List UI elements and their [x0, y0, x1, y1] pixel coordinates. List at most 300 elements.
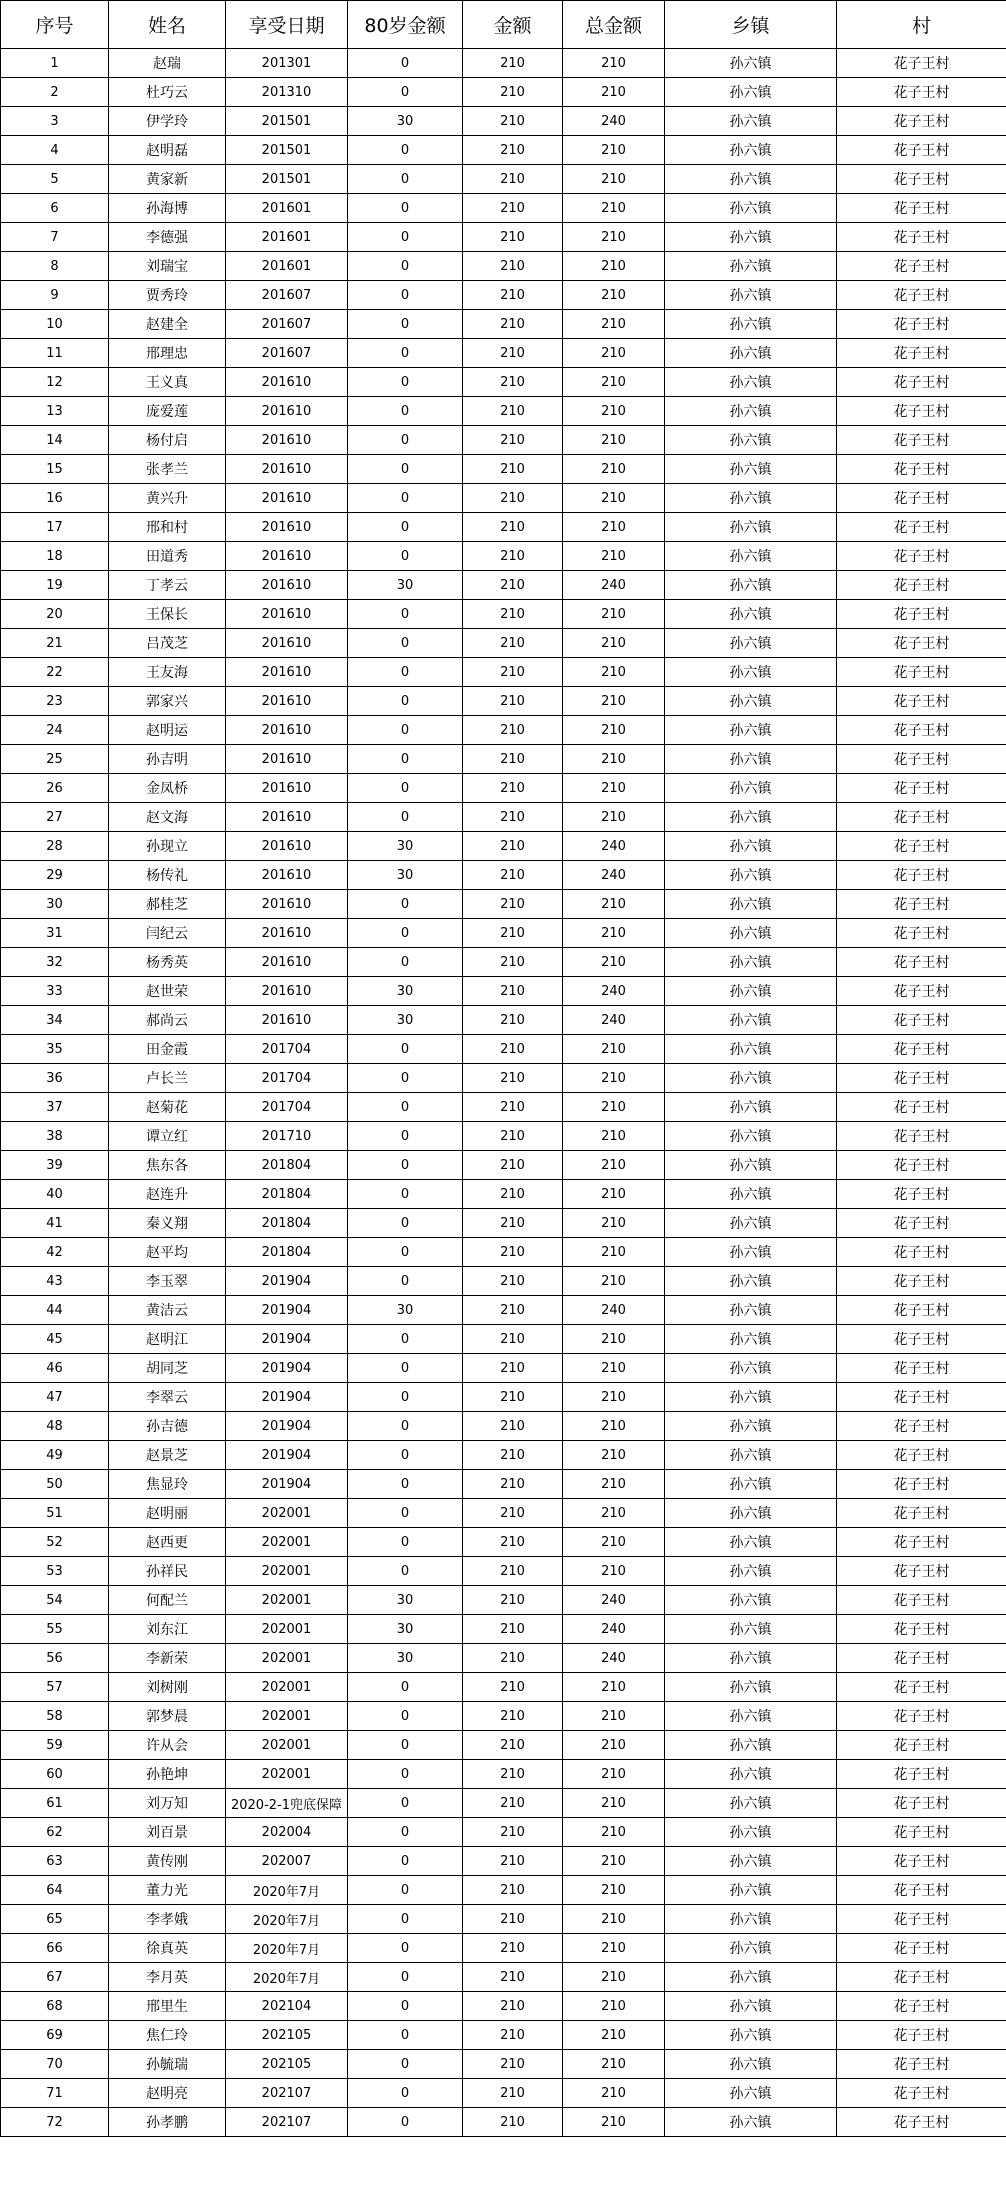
- cell-start-date: 201610: [226, 629, 348, 658]
- cell-age80-amount: 0: [348, 1731, 463, 1760]
- cell-name: 王友海: [109, 658, 226, 687]
- cell-amount: 210: [463, 513, 563, 542]
- cell-amount: 210: [463, 1528, 563, 1557]
- cell-index: 15: [1, 455, 109, 484]
- cell-village: 花子王村: [837, 571, 1006, 600]
- cell-total-amount: 210: [563, 2050, 665, 2079]
- cell-township: 孙六镇: [665, 571, 837, 600]
- table-row: [1, 455, 1006, 484]
- cell-start-date: 202107: [226, 2079, 348, 2108]
- cell-start-date: 201610: [226, 861, 348, 890]
- cell-village: 花子王村: [837, 426, 1006, 455]
- cell-amount: 210: [463, 890, 563, 919]
- cell-index: 7: [1, 223, 109, 252]
- cell-age80-amount: 30: [348, 1644, 463, 1673]
- cell-total-amount: 210: [563, 1441, 665, 1470]
- cell-name: 黄兴升: [109, 484, 226, 513]
- cell-start-date: 201610: [226, 658, 348, 687]
- cell-name: 吕茂芝: [109, 629, 226, 658]
- cell-age80-amount: 0: [348, 542, 463, 571]
- cell-village: 花子王村: [837, 1093, 1006, 1122]
- table-row: [1, 1557, 1006, 1586]
- cell-index: 65: [1, 1905, 109, 1934]
- cell-village: 花子王村: [837, 310, 1006, 339]
- table-row: [1, 1847, 1006, 1876]
- cell-village: 花子王村: [837, 1238, 1006, 1267]
- cell-name: 孙现立: [109, 832, 226, 861]
- cell-start-date: 201501: [226, 136, 348, 165]
- cell-village: 花子王村: [837, 629, 1006, 658]
- cell-township: 孙六镇: [665, 1035, 837, 1064]
- cell-township: 孙六镇: [665, 484, 837, 513]
- cell-amount: 210: [463, 600, 563, 629]
- cell-total-amount: 240: [563, 832, 665, 861]
- cell-amount: 210: [463, 1586, 563, 1615]
- cell-age80-amount: 0: [348, 339, 463, 368]
- cell-index: 68: [1, 1992, 109, 2021]
- cell-township: 孙六镇: [665, 629, 837, 658]
- cell-index: 47: [1, 1383, 109, 1412]
- cell-village: 花子王村: [837, 49, 1006, 78]
- cell-age80-amount: 0: [348, 1963, 463, 1992]
- table-row: [1, 542, 1006, 571]
- cell-name: 孙孝鹏: [109, 2108, 226, 2137]
- cell-age80-amount: 30: [348, 1296, 463, 1325]
- cell-name: 田金霞: [109, 1035, 226, 1064]
- cell-index: 2: [1, 78, 109, 107]
- header-index: 序号: [1, 1, 109, 49]
- table-row: [1, 310, 1006, 339]
- table-row: [1, 1354, 1006, 1383]
- table-row: [1, 484, 1006, 513]
- cell-start-date: 201601: [226, 194, 348, 223]
- cell-township: 孙六镇: [665, 1528, 837, 1557]
- table-row: [1, 803, 1006, 832]
- cell-township: 孙六镇: [665, 136, 837, 165]
- cell-village: 花子王村: [837, 1267, 1006, 1296]
- cell-amount: 210: [463, 1296, 563, 1325]
- table-row: [1, 1064, 1006, 1093]
- cell-age80-amount: 0: [348, 1180, 463, 1209]
- cell-name: 杜巧云: [109, 78, 226, 107]
- cell-name: 赵建全: [109, 310, 226, 339]
- cell-age80-amount: 0: [348, 310, 463, 339]
- cell-total-amount: 210: [563, 2021, 665, 2050]
- cell-name: 孙毓瑞: [109, 2050, 226, 2079]
- cell-amount: 210: [463, 1673, 563, 1702]
- cell-amount: 210: [463, 1905, 563, 1934]
- cell-township: 孙六镇: [665, 542, 837, 571]
- cell-amount: 210: [463, 339, 563, 368]
- cell-total-amount: 210: [563, 1151, 665, 1180]
- cell-township: 孙六镇: [665, 1412, 837, 1441]
- cell-township: 孙六镇: [665, 1354, 837, 1383]
- cell-township: 孙六镇: [665, 2050, 837, 2079]
- table-row: [1, 948, 1006, 977]
- cell-index: 29: [1, 861, 109, 890]
- cell-name: 杨秀英: [109, 948, 226, 977]
- cell-total-amount: 210: [563, 194, 665, 223]
- cell-start-date: 201301: [226, 49, 348, 78]
- cell-township: 孙六镇: [665, 1731, 837, 1760]
- cell-start-date: 201904: [226, 1383, 348, 1412]
- cell-village: 花子王村: [837, 2021, 1006, 2050]
- cell-age80-amount: 0: [348, 281, 463, 310]
- cell-amount: 210: [463, 1470, 563, 1499]
- cell-start-date: 201804: [226, 1151, 348, 1180]
- cell-index: 43: [1, 1267, 109, 1296]
- cell-name: 孙海博: [109, 194, 226, 223]
- cell-name: 孙吉德: [109, 1412, 226, 1441]
- cell-index: 56: [1, 1644, 109, 1673]
- cell-index: 39: [1, 1151, 109, 1180]
- table-row: [1, 165, 1006, 194]
- table-row: [1, 2021, 1006, 2050]
- cell-name: 刘树刚: [109, 1673, 226, 1702]
- cell-total-amount: 210: [563, 1818, 665, 1847]
- table-row: [1, 1789, 1006, 1818]
- cell-age80-amount: 0: [348, 484, 463, 513]
- cell-township: 孙六镇: [665, 1673, 837, 1702]
- table-row: [1, 745, 1006, 774]
- cell-total-amount: 210: [563, 1847, 665, 1876]
- cell-index: 14: [1, 426, 109, 455]
- cell-index: 61: [1, 1789, 109, 1818]
- cell-total-amount: 210: [563, 426, 665, 455]
- cell-name: 赵明磊: [109, 136, 226, 165]
- cell-total-amount: 210: [563, 1673, 665, 1702]
- cell-index: 36: [1, 1064, 109, 1093]
- cell-index: 21: [1, 629, 109, 658]
- cell-index: 70: [1, 2050, 109, 2079]
- cell-village: 花子王村: [837, 1963, 1006, 1992]
- cell-age80-amount: 0: [348, 1470, 463, 1499]
- cell-start-date: 202104: [226, 1992, 348, 2021]
- cell-name: 邢和村: [109, 513, 226, 542]
- cell-name: 赵明亮: [109, 2079, 226, 2108]
- cell-amount: 210: [463, 1615, 563, 1644]
- cell-village: 花子王村: [837, 1499, 1006, 1528]
- cell-start-date: 201904: [226, 1441, 348, 1470]
- cell-name: 焦东各: [109, 1151, 226, 1180]
- cell-start-date: 202001: [226, 1528, 348, 1557]
- cell-village: 花子王村: [837, 861, 1006, 890]
- cell-total-amount: 240: [563, 1586, 665, 1615]
- cell-start-date: 202001: [226, 1731, 348, 1760]
- cell-age80-amount: 30: [348, 832, 463, 861]
- cell-amount: 210: [463, 542, 563, 571]
- cell-amount: 210: [463, 1789, 563, 1818]
- cell-name: 赵文海: [109, 803, 226, 832]
- cell-village: 花子王村: [837, 1586, 1006, 1615]
- cell-amount: 210: [463, 455, 563, 484]
- cell-start-date: 201610: [226, 948, 348, 977]
- cell-amount: 210: [463, 1151, 563, 1180]
- cell-village: 花子王村: [837, 1934, 1006, 1963]
- cell-township: 孙六镇: [665, 310, 837, 339]
- cell-amount: 210: [463, 223, 563, 252]
- cell-age80-amount: 0: [348, 1267, 463, 1296]
- cell-village: 花子王村: [837, 977, 1006, 1006]
- cell-total-amount: 210: [563, 1702, 665, 1731]
- table-row: [1, 1702, 1006, 1731]
- cell-amount: 210: [463, 1963, 563, 1992]
- cell-amount: 210: [463, 1934, 563, 1963]
- cell-village: 花子王村: [837, 223, 1006, 252]
- cell-village: 花子王村: [837, 1615, 1006, 1644]
- cell-village: 花子王村: [837, 1673, 1006, 1702]
- cell-name: 郭家兴: [109, 687, 226, 716]
- cell-village: 花子王村: [837, 1644, 1006, 1673]
- cell-township: 孙六镇: [665, 252, 837, 281]
- header-row: [1, 1, 1006, 49]
- cell-age80-amount: 0: [348, 890, 463, 919]
- cell-age80-amount: 0: [348, 1035, 463, 1064]
- cell-age80-amount: 0: [348, 1093, 463, 1122]
- cell-start-date: 201610: [226, 426, 348, 455]
- table-row: [1, 629, 1006, 658]
- cell-amount: 210: [463, 1180, 563, 1209]
- cell-amount: 210: [463, 1122, 563, 1151]
- cell-total-amount: 210: [563, 1499, 665, 1528]
- cell-township: 孙六镇: [665, 1702, 837, 1731]
- cell-start-date: 202001: [226, 1499, 348, 1528]
- cell-total-amount: 210: [563, 252, 665, 281]
- cell-amount: 210: [463, 1876, 563, 1905]
- cell-index: 52: [1, 1528, 109, 1557]
- cell-start-date: 202001: [226, 1586, 348, 1615]
- cell-township: 孙六镇: [665, 2108, 837, 2137]
- cell-start-date: 201501: [226, 107, 348, 136]
- cell-age80-amount: 0: [348, 600, 463, 629]
- cell-village: 花子王村: [837, 107, 1006, 136]
- cell-total-amount: 210: [563, 1412, 665, 1441]
- cell-age80-amount: 30: [348, 1586, 463, 1615]
- cell-total-amount: 240: [563, 1644, 665, 1673]
- cell-village: 花子王村: [837, 1441, 1006, 1470]
- cell-index: 54: [1, 1586, 109, 1615]
- cell-start-date: 201501: [226, 165, 348, 194]
- cell-name: 赵瑞: [109, 49, 226, 78]
- table-row: [1, 1470, 1006, 1499]
- cell-start-date: 201610: [226, 745, 348, 774]
- cell-total-amount: 210: [563, 1325, 665, 1354]
- cell-village: 花子王村: [837, 1006, 1006, 1035]
- cell-village: 花子王村: [837, 281, 1006, 310]
- table-row: [1, 658, 1006, 687]
- table-row: [1, 687, 1006, 716]
- cell-township: 孙六镇: [665, 1615, 837, 1644]
- cell-village: 花子王村: [837, 1209, 1006, 1238]
- cell-amount: 210: [463, 1354, 563, 1383]
- cell-start-date: 202105: [226, 2021, 348, 2050]
- cell-index: 46: [1, 1354, 109, 1383]
- cell-total-amount: 210: [563, 484, 665, 513]
- cell-village: 花子王村: [837, 919, 1006, 948]
- table-row: [1, 513, 1006, 542]
- cell-village: 花子王村: [837, 1847, 1006, 1876]
- cell-amount: 210: [463, 1644, 563, 1673]
- cell-village: 花子王村: [837, 1354, 1006, 1383]
- cell-name: 谭立红: [109, 1122, 226, 1151]
- cell-name: 卢长兰: [109, 1064, 226, 1093]
- table-row: [1, 194, 1006, 223]
- cell-total-amount: 210: [563, 658, 665, 687]
- cell-township: 孙六镇: [665, 1644, 837, 1673]
- cell-age80-amount: 0: [348, 948, 463, 977]
- cell-index: 19: [1, 571, 109, 600]
- table-row: [1, 1122, 1006, 1151]
- cell-village: 花子王村: [837, 542, 1006, 571]
- cell-township: 孙六镇: [665, 1209, 837, 1238]
- table-row: [1, 1731, 1006, 1760]
- cell-total-amount: 210: [563, 629, 665, 658]
- cell-total-amount: 210: [563, 774, 665, 803]
- cell-village: 花子王村: [837, 600, 1006, 629]
- cell-township: 孙六镇: [665, 1383, 837, 1412]
- cell-name: 许从会: [109, 1731, 226, 1760]
- cell-index: 71: [1, 2079, 109, 2108]
- cell-index: 55: [1, 1615, 109, 1644]
- cell-index: 27: [1, 803, 109, 832]
- cell-start-date: 201610: [226, 716, 348, 745]
- cell-index: 33: [1, 977, 109, 1006]
- cell-name: 董力光: [109, 1876, 226, 1905]
- cell-index: 53: [1, 1557, 109, 1586]
- cell-start-date: 2020年7月: [226, 1876, 348, 1905]
- cell-village: 花子王村: [837, 687, 1006, 716]
- cell-name: 李玉翠: [109, 1267, 226, 1296]
- cell-index: 11: [1, 339, 109, 368]
- cell-start-date: 201607: [226, 310, 348, 339]
- cell-index: 28: [1, 832, 109, 861]
- table-row: [1, 571, 1006, 600]
- cell-age80-amount: 0: [348, 1557, 463, 1586]
- cell-age80-amount: 0: [348, 368, 463, 397]
- cell-village: 花子王村: [837, 948, 1006, 977]
- cell-index: 62: [1, 1818, 109, 1847]
- cell-start-date: 202001: [226, 1673, 348, 1702]
- cell-age80-amount: 0: [348, 1702, 463, 1731]
- cell-index: 4: [1, 136, 109, 165]
- cell-start-date: 201610: [226, 484, 348, 513]
- cell-township: 孙六镇: [665, 1818, 837, 1847]
- cell-township: 孙六镇: [665, 1238, 837, 1267]
- cell-amount: 210: [463, 310, 563, 339]
- cell-age80-amount: 30: [348, 1615, 463, 1644]
- cell-amount: 210: [463, 2050, 563, 2079]
- cell-name: 孙祥民: [109, 1557, 226, 1586]
- cell-start-date: 201704: [226, 1093, 348, 1122]
- cell-township: 孙六镇: [665, 1180, 837, 1209]
- cell-index: 48: [1, 1412, 109, 1441]
- table-row: [1, 600, 1006, 629]
- cell-index: 66: [1, 1934, 109, 1963]
- cell-total-amount: 240: [563, 861, 665, 890]
- cell-name: 杨传礼: [109, 861, 226, 890]
- cell-name: 邢理忠: [109, 339, 226, 368]
- cell-village: 花子王村: [837, 1122, 1006, 1151]
- header-age80-amount: 80岁金额: [348, 1, 463, 49]
- cell-name: 赵明运: [109, 716, 226, 745]
- cell-index: 22: [1, 658, 109, 687]
- cell-name: 赵明江: [109, 1325, 226, 1354]
- table-row: [1, 252, 1006, 281]
- cell-amount: 210: [463, 397, 563, 426]
- cell-township: 孙六镇: [665, 1441, 837, 1470]
- cell-village: 花子王村: [837, 832, 1006, 861]
- cell-name: 刘东江: [109, 1615, 226, 1644]
- cell-total-amount: 210: [563, 1180, 665, 1209]
- cell-total-amount: 210: [563, 1383, 665, 1412]
- cell-age80-amount: 0: [348, 136, 463, 165]
- cell-total-amount: 210: [563, 165, 665, 194]
- cell-township: 孙六镇: [665, 1789, 837, 1818]
- cell-name: 黄传刚: [109, 1847, 226, 1876]
- cell-township: 孙六镇: [665, 281, 837, 310]
- cell-name: 焦显玲: [109, 1470, 226, 1499]
- cell-index: 51: [1, 1499, 109, 1528]
- cell-name: 徐真英: [109, 1934, 226, 1963]
- cell-amount: 210: [463, 832, 563, 861]
- cell-index: 20: [1, 600, 109, 629]
- cell-total-amount: 210: [563, 1238, 665, 1267]
- cell-age80-amount: 0: [348, 1325, 463, 1354]
- cell-amount: 210: [463, 687, 563, 716]
- cell-township: 孙六镇: [665, 977, 837, 1006]
- cell-total-amount: 210: [563, 1064, 665, 1093]
- cell-index: 49: [1, 1441, 109, 1470]
- cell-start-date: 202004: [226, 1818, 348, 1847]
- header-name: 姓名: [109, 1, 226, 49]
- cell-index: 17: [1, 513, 109, 542]
- cell-name: 赵平均: [109, 1238, 226, 1267]
- cell-amount: 210: [463, 1731, 563, 1760]
- table-row: [1, 1528, 1006, 1557]
- cell-index: 50: [1, 1470, 109, 1499]
- cell-village: 花子王村: [837, 513, 1006, 542]
- cell-start-date: 201610: [226, 542, 348, 571]
- cell-village: 花子王村: [837, 1731, 1006, 1760]
- cell-age80-amount: 0: [348, 1905, 463, 1934]
- cell-village: 花子王村: [837, 368, 1006, 397]
- cell-index: 31: [1, 919, 109, 948]
- table-row: [1, 1412, 1006, 1441]
- cell-township: 孙六镇: [665, 78, 837, 107]
- table-row: [1, 1035, 1006, 1064]
- cell-total-amount: 210: [563, 281, 665, 310]
- cell-amount: 210: [463, 368, 563, 397]
- cell-township: 孙六镇: [665, 2021, 837, 2050]
- table-row: [1, 339, 1006, 368]
- cell-village: 花子王村: [837, 455, 1006, 484]
- cell-total-amount: 210: [563, 49, 665, 78]
- cell-township: 孙六镇: [665, 1557, 837, 1586]
- cell-index: 57: [1, 1673, 109, 1702]
- cell-amount: 210: [463, 1412, 563, 1441]
- cell-name: 李月英: [109, 1963, 226, 1992]
- cell-amount: 210: [463, 716, 563, 745]
- table-row: [1, 1325, 1006, 1354]
- cell-age80-amount: 0: [348, 426, 463, 455]
- table-row: [1, 1441, 1006, 1470]
- cell-name: 孙吉明: [109, 745, 226, 774]
- cell-age80-amount: 0: [348, 1528, 463, 1557]
- table-row: [1, 832, 1006, 861]
- cell-index: 25: [1, 745, 109, 774]
- cell-total-amount: 210: [563, 1122, 665, 1151]
- cell-amount: 210: [463, 977, 563, 1006]
